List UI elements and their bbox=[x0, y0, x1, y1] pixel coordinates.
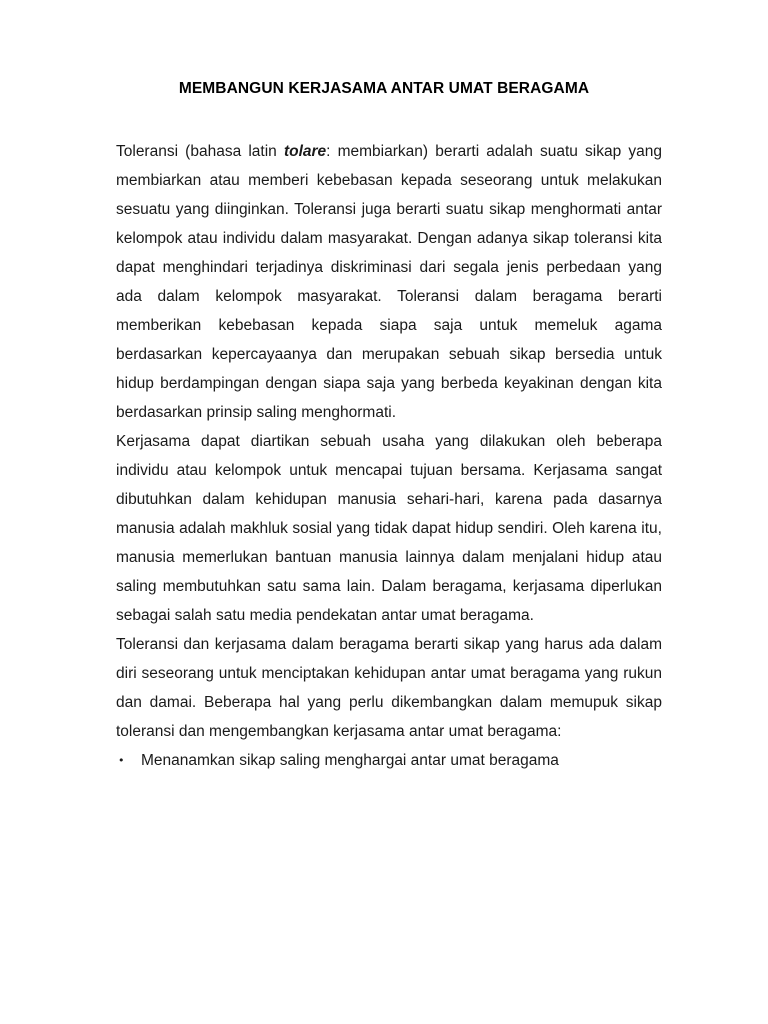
bullet-icon: • bbox=[118, 754, 125, 767]
paragraph-kerjasama: Kerjasama dapat diartikan sebuah usaha yang dilakukan oleh beberapa individu atau kelompok untuk mencapai tujuan bersama. Kerjasama sangat dibutuhkan dalam kehidupan manusia sehari-hari, karena pada dasarnya manusia adalah makhluk sosial yang tidak dapat hidup sendiri. Oleh karena itu, manusia memerlukan bantuan manusia lainnya dalam menjalani hidup atau saling membutuhkan satu sama lain. Dalam beragama, kerjasama diperlukan sebagai salah satu media pendekatan antar umat beragama. bbox=[116, 433, 662, 624]
document-body bbox=[116, 137, 662, 775]
bullet-list bbox=[116, 746, 662, 775]
paragraph-toleransi-kerjasama: Toleransi dan kerjasama dalam beragama berarti sikap yang harus ada dalam diri seseorang untuk menciptakan kehidupan antar umat beragama yang rukun dan damai. Beberapa hal yang perlu dikembangkan dalam memupuk sikap toleransi dan mengembangkan kerjasama antar umat beragama: bbox=[116, 636, 662, 740]
paragraph-toleransi-rest: : membiarkan) berarti adalah suatu sikap yang membiarkan atau memberi kebebasan kepada seseorang untuk melakukan sesuatu yang diinginkan. Toleransi juga berarti suatu sikap menghormati antar kelompok atau individu dalam masyarakat. Dengan adanya sikap toleransi kita dapat menghindari terjadinya diskriminasi dari segala jenis perbedaan yang ada dalam kelompok masyarakat. Toleransi dalam beragama berarti memberikan kebebasan kepada siapa saja untuk memeluk agama berdasarkan kepercayaanya dan merupakan sebuah sikap bersedia untuk hidup berdampingan dengan siapa saja yang berbeda keyakinan dengan kita berdasarkan prinsip saling menghormati. bbox=[116, 143, 662, 421]
list-item bbox=[116, 746, 662, 775]
paragraph-toleransi-intro: Toleransi (bahasa latin bbox=[116, 143, 284, 160]
emphasis-term: tolare bbox=[283, 143, 327, 160]
page-title: MEMBANGUN KERJASAMA ANTAR UMAT BERAGAMA bbox=[178, 80, 590, 97]
paragraph-toleransi bbox=[116, 137, 662, 427]
list-item-text: Menanamkan sikap saling menghargai antar umat beragama bbox=[141, 752, 559, 769]
